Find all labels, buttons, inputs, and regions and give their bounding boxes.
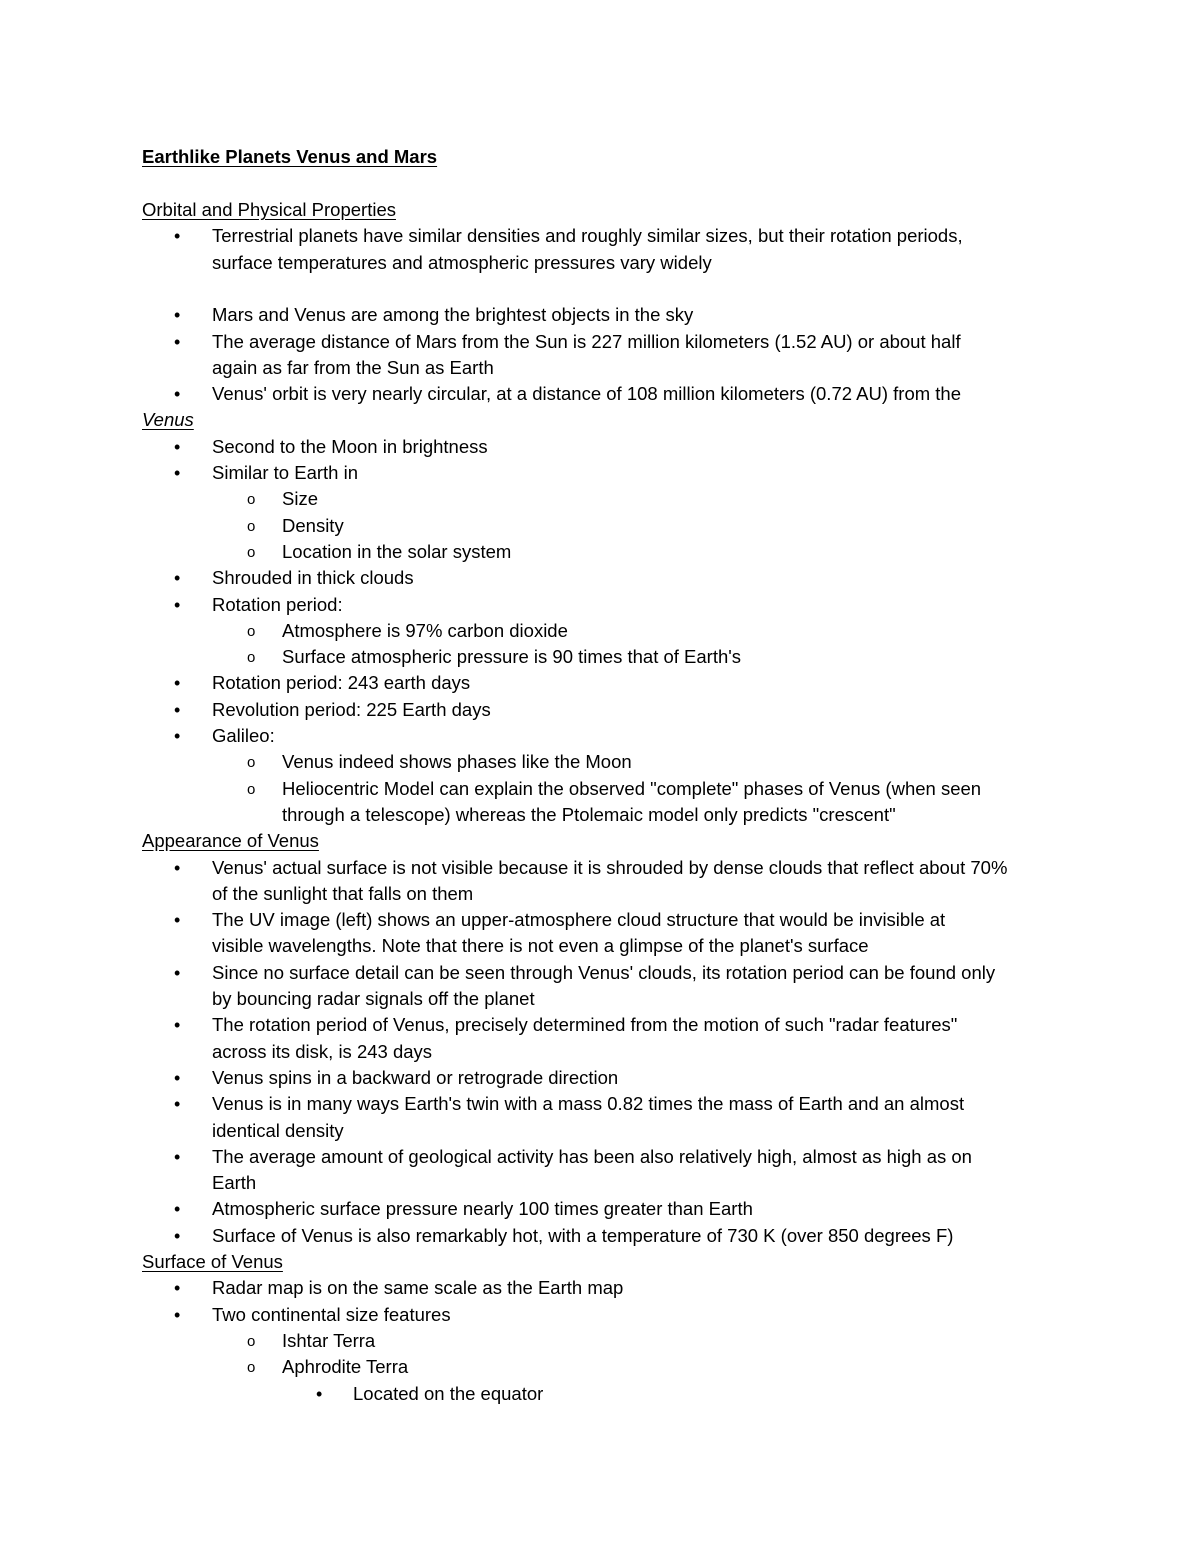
list-item-continuation: surface temperatures and atmospheric pressures vary widely [212, 251, 712, 273]
page-title: Earthlike Planets Venus and Mars [142, 146, 438, 167]
sub-list-item: Density [282, 514, 344, 536]
sub-list-item: Location in the solar system [282, 540, 512, 562]
sub-list-item: Venus indeed shows phases like the Moon [282, 751, 632, 773]
list-item-continuation: by bouncing radar signals off the planet [212, 988, 535, 1009]
list-item: Similar to Earth in [212, 462, 358, 483]
bullet-icon: • [174, 1146, 181, 1167]
bullet-icon: • [174, 1304, 181, 1325]
bullet-icon: • [174, 857, 181, 878]
list-item: The rotation period of Venus, precisely determined from the motion of such "radar features" [212, 1014, 958, 1036]
list-item: Surface of Venus is also remarkably hot, with a temperature of 730 K (over 850 degrees F) [212, 1224, 954, 1246]
sub-bullet-icon: o [247, 1332, 256, 1350]
list-item: Two continental size features [212, 1303, 451, 1325]
section-heading: Venus [142, 409, 194, 431]
list-item: Second to the Moon in brightness [212, 435, 488, 457]
list-item: Mars and Venus are among the brightest objects in the sky [212, 304, 694, 326]
sub-bullet-icon: o [247, 622, 256, 640]
list-item: The average amount of geological activity has been also relatively high, almost as high as on [212, 1145, 972, 1167]
bullet-icon: • [174, 568, 181, 589]
bullet-icon: • [174, 1199, 181, 1220]
list-item: Venus' orbit is very nearly circular, at a distance of 108 million kilometers (0.72 AU) from the [212, 383, 961, 405]
list-item: Terrestrial planets have similar densities and roughly similar sizes, but their rotation periods, [212, 225, 963, 247]
sub-bullet-icon: o [247, 754, 256, 772]
bullet-icon: • [174, 1225, 181, 1246]
section-heading: Surface of Venus [142, 1251, 283, 1272]
bullet-icon: • [174, 726, 181, 746]
sub-bullet-icon: o [247, 1359, 256, 1377]
list-item: Rotation period: 243 earth days [212, 672, 471, 694]
bullet-icon: • [174, 673, 181, 694]
list-item-continuation: across its disk, is 243 days [212, 1040, 433, 1062]
sub-bullet-icon: o [247, 649, 256, 667]
bullet-icon: • [174, 910, 181, 931]
bullet-icon: • [174, 1094, 181, 1115]
bullet-icon: • [174, 384, 181, 405]
list-item-continuation: Earth [212, 1172, 257, 1194]
sub-list-item-continuation: through a telescope) whereas the Ptolemaic model only predicts "crescent" [282, 803, 896, 825]
sub-sub-bullet-icon: • [316, 1383, 323, 1404]
sub-bullet-icon: o [247, 491, 256, 509]
list-item-continuation: visible wavelengths. Note that there is not even a glimpse of the planet's surface [212, 935, 869, 957]
bullet-icon: • [174, 331, 181, 352]
sub-list-item: Heliocentric Model can explain the observed "complete" phases of Venus (when seen [282, 777, 982, 799]
list-item: Venus spins in a backward or retrograde direction [212, 1066, 619, 1088]
list-item: Shrouded in thick clouds [212, 567, 414, 589]
bullet-icon: • [174, 699, 181, 720]
list-item-continuation: of the sunlight that falls on them [212, 882, 474, 904]
list-item: The average distance of Mars from the Sun is 227 million kilometers (1.52 AU) or about half [212, 330, 961, 352]
sub-bullet-icon: o [247, 517, 256, 535]
sub-list-item: Atmosphere is 97% carbon dioxide [282, 619, 568, 641]
bullet-icon: • [174, 463, 181, 483]
section-heading: Orbital and Physical Properties [142, 199, 396, 220]
list-item-continuation: again as far from the Sun as Earth [212, 356, 494, 378]
list-item: Revolution period: 225 Earth days [212, 698, 491, 720]
list-item-continuation: identical density [212, 1119, 344, 1141]
sub-sub-list-item: Located on the equator [353, 1382, 544, 1404]
bullet-icon: • [174, 1278, 181, 1299]
bullet-icon: • [174, 1015, 181, 1036]
bullet-icon: • [174, 962, 181, 983]
sub-list-item: Ishtar Terra [282, 1329, 376, 1351]
list-item: Venus' actual surface is not visible because it is shrouded by dense clouds that reflect about 70% [212, 856, 1008, 878]
bullet-icon: • [174, 305, 181, 326]
list-item: Since no surface detail can be seen through Venus' clouds, its rotation period can be found only [212, 961, 996, 983]
sub-bullet-icon: o [247, 543, 256, 561]
bullet-icon: • [174, 436, 181, 457]
section-heading: Appearance of Venus [142, 830, 319, 852]
list-item: Radar map is on the same scale as the Earth map [212, 1277, 624, 1299]
list-item: Atmospheric surface pressure nearly 100 times greater than Earth [212, 1198, 753, 1220]
sub-list-item: Aphrodite Terra [282, 1356, 409, 1378]
sub-list-item: Surface atmospheric pressure is 90 times that of Earth's [282, 646, 742, 668]
list-item: Venus is in many ways Earth's twin with a mass 0.82 times the mass of Earth and an almost [212, 1093, 965, 1115]
list-item: Rotation period: [212, 593, 343, 615]
bullet-icon: • [174, 1067, 181, 1088]
list-item: Galileo: [212, 725, 275, 746]
sub-bullet-icon: o [247, 780, 256, 798]
list-item: The UV image (left) shows an upper-atmosphere cloud structure that would be invisible at [212, 909, 946, 931]
bullet-icon: • [174, 594, 181, 615]
sub-list-item: Size [282, 488, 318, 510]
bullet-icon: • [174, 226, 181, 247]
